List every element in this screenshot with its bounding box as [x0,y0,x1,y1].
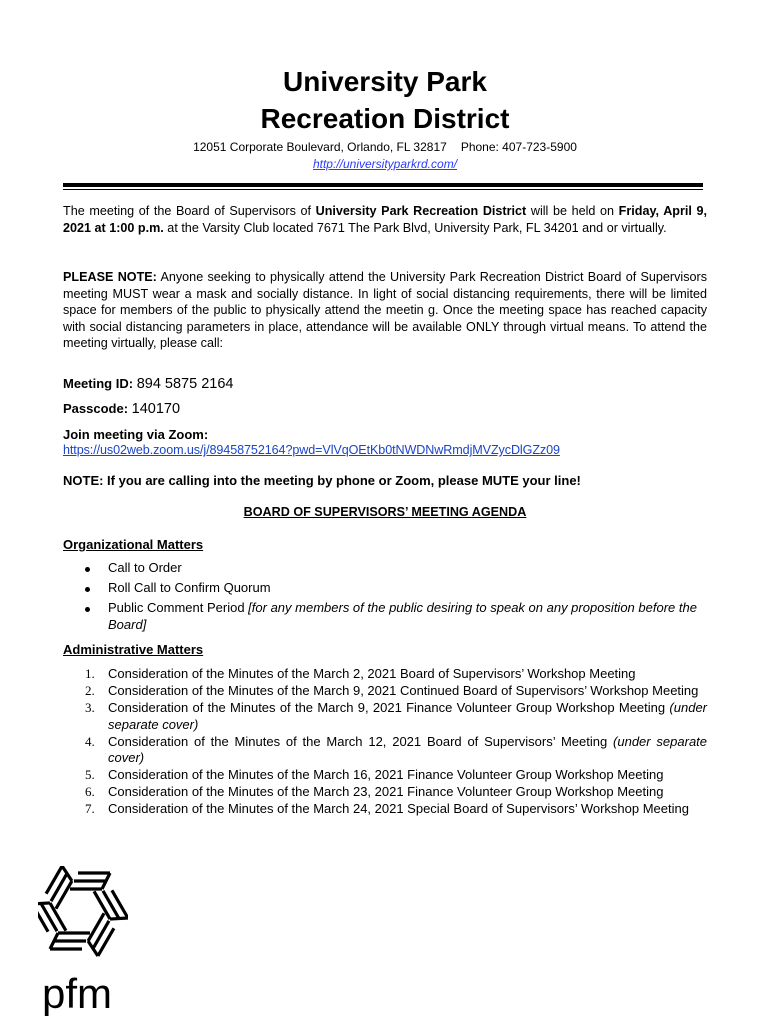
list-item [63,600,707,633]
pfm-logo [38,866,128,1016]
list-item-text: Consideration of the Minutes of the March 12, 2021 Board of Supervisors’ Meeting [108,733,614,749]
list-item-text: Consideration of the Minutes of the March 9, 2021 Continued Board of Supervisors’ Workshop Meeting [108,683,699,698]
zoom-link-line [63,442,707,459]
list-item-text: Public Comment Period [108,600,249,615]
website-link[interactable]: http://universityparkrd.com/ [312,157,458,171]
item-number: 4. [85,733,95,749]
website-line [63,157,707,171]
list-item-text: Consideration of the Minutes of the March 2, 2021 Board of Supervisors’ Workshop Meeting [108,666,636,681]
list-item-text: Consideration of the Minutes of the March 9, 2021 Finance Volunteer Group Workshop Meeting [108,700,670,715]
list-item [63,666,707,683]
administrative-heading-text: Administrative Matters [63,642,204,657]
item-number: 6. [85,784,95,799]
list-item-note: (under separate cover) [108,733,708,765]
item-number: 1. [85,666,95,681]
pfm-pinwheel-logo-icon [38,866,128,1016]
administrative-heading [63,641,707,658]
please-note-paragraph [63,269,707,352]
item-number: 7. [85,801,95,816]
bullet-icon [85,587,90,592]
header-divider-thin [63,189,703,190]
zoom-link[interactable]: https://us02web.zoom.us/j/89458752164?pwd=VlVqOEtKb0tNWDNwRmdjMVZycDlGZz09 [63,443,560,457]
bullet-icon [85,607,90,612]
list-item [63,683,707,700]
agenda-heading [63,504,707,521]
pinwheel-blade [70,873,110,889]
phone: Phone: 407-723-5900 [460,140,577,154]
meeting-id-value: 894 5875 2164 [136,376,234,392]
list-item [63,560,707,577]
list-item-text: Roll Call to Confirm Quorum [108,580,271,595]
district-title-line1: University Park [283,66,487,97]
mute-note-text: NOTE: If you are calling into the meeting by phone or Zoom, please MUTE your line! [63,473,581,488]
intro-paragraph [63,203,707,236]
list-item [63,580,707,597]
list-item-text: Call to Order [108,560,182,575]
bullet-icon [85,567,90,572]
district-title-line2: Recreation District [260,103,510,134]
item-number: 3. [85,700,95,715]
intro-text: The meeting of the Board of Supervisors of [63,204,316,218]
list-item [63,734,707,767]
please-note-label: PLEASE NOTE: [63,270,157,284]
passcode-line [63,400,707,418]
item-number: 5. [85,767,95,782]
district-name: University Park Recreation District [315,204,527,218]
list-item [63,700,707,733]
agenda-heading-text: BOARD OF SUPERVISORS’ MEETING AGENDA [243,505,527,519]
passcode-label: Passcode: [63,401,129,416]
zoom-label-line [63,426,707,443]
zoom-label: Join meeting via Zoom: [63,427,209,442]
pfm-logo-text: pfm [42,970,113,1016]
list-item [63,767,707,784]
list-item-note: [for any members of the public desiring to speak on any proposition before the Board] [108,600,697,632]
intro-text: will be held on [526,204,619,218]
meeting-id-line [63,375,707,393]
contact-line [63,140,707,154]
organizational-heading [63,536,707,553]
meeting-id-label: Meeting ID: [63,376,134,391]
administrative-list [63,666,707,818]
header-divider-thick [63,183,703,187]
intro-text: at the Varsity Club located 7671 The Park Blvd, University Park, FL 34201 and or virtually. [163,220,667,235]
list-item-note: (under separate cover) [108,700,707,732]
address: 12051 Corporate Boulevard, Orlando, FL 32817 [193,140,447,154]
mute-note [63,472,707,489]
list-item-text: Consideration of the Minutes of the March 23, 2021 Finance Volunteer Group Workshop Meeting [108,784,664,799]
organizational-heading-text: Organizational Matters [63,537,204,552]
item-number: 2. [85,683,95,698]
please-note-text: Anyone seeking to physically attend the University Park Recreation District Board of Supervisors meeting MUST wear a mask and socially distance. In light of social distancing requirements, there will be limited space for members of the public to physically attend the meetin g. Once the meeting space has reached capacity with social distancing parameters in place, attendance will be available ONLY through virtual means. To attend the meeting virtually, please call: [63,270,707,350]
meeting-datetime: Friday, April 9, 2021 at 1:00 p.m. [63,204,708,235]
list-item [63,801,707,818]
passcode-value: 140170 [131,401,181,417]
list-item [63,784,707,801]
list-item-text: Consideration of the Minutes of the March 24, 2021 Special Board of Supervisors’ Workshop Meeting [108,801,689,816]
organizational-list [63,560,707,633]
list-item-text: Consideration of the Minutes of the March 16, 2021 Finance Volunteer Group Workshop Meeting [108,767,664,782]
